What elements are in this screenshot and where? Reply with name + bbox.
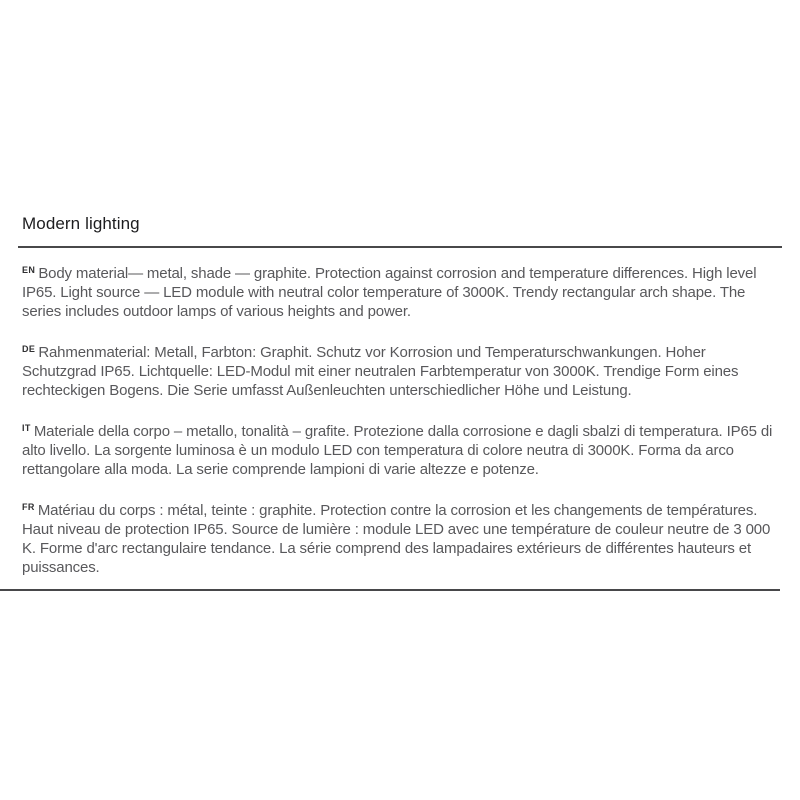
paragraph-text-de: Rahmenmaterial: Metall, Farbton: Graphit. Schutz vor Korrosion und Temperaturschwankungen. Hoher Schutzgrad IP65. Lichtquelle: LED-Modul mit einer neutralen Farbtemperatur von 3000K. Trendige Form eines rechteckigen Bogens. Die Serie umfasst Außenleuchten unterschiedlicher Höhe und Leistung. bbox=[22, 344, 739, 399]
product-description-section bbox=[18, 214, 782, 596]
description-paragraph-en bbox=[18, 261, 782, 321]
description-paragraph-fr bbox=[18, 498, 782, 577]
description-paragraphs bbox=[18, 261, 782, 577]
language-code-en: EN bbox=[22, 265, 36, 275]
description-paragraph-it bbox=[18, 419, 782, 479]
language-code-it: IT bbox=[22, 423, 31, 433]
language-code-de: DE bbox=[22, 344, 36, 354]
description-paragraph-de bbox=[18, 340, 782, 400]
language-code-fr: FR bbox=[22, 502, 35, 512]
paragraph-text-it: Materiale della corpo – metallo, tonalità – grafite. Protezione dalla corrosione e dagli sbalzi di temperatura. IP65 di alto livello. La sorgente luminosa è un modulo LED con temperatura di colore neutra di 3000K. Forma da arco rettangolare alla moda. La serie comprende lampioni di varie altezze e potenze. bbox=[22, 423, 773, 478]
section-title: Modern lighting bbox=[22, 214, 140, 233]
paragraph-text-fr: Matériau du corps : métal, teinte : graphite. Protection contre la corrosion et les changements de températures. Haut niveau de protection IP65. Source de lumière : module LED avec une température de couleur neutre de 3 000 K. Forme d'arc rectangulaire tendance. La série comprend des lampadaires extérieurs de différentes hauteurs et puissances. bbox=[22, 502, 771, 576]
top-divider bbox=[18, 246, 782, 248]
bottom-divider bbox=[0, 589, 780, 591]
paragraph-text-en: Body material— metal, shade — graphite. Protection against corrosion and temperature differences. High level IP65. Light source — LED module with neutral color temperature of 3000K. Trendy rectangular arch shape. The series includes outdoor lamps of various heights and power. bbox=[22, 265, 757, 320]
